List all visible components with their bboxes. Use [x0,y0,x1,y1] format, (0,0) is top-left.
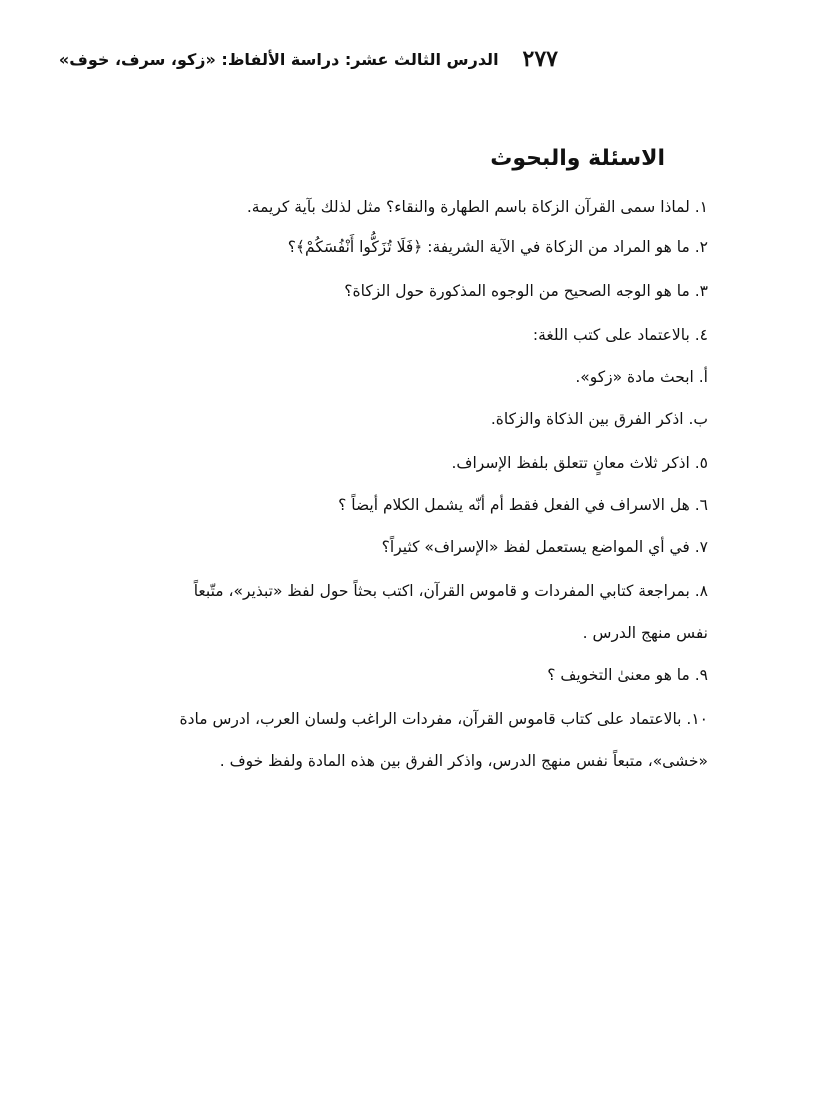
question-8-continued: نفس منهج الدرس . [582,624,708,642]
chapter-title: الدرس الثالث عشر: دراسة الألفاظ: «زكو، سرف، خوف» [58,49,499,69]
section-heading: الاسئلة والبحوث [490,146,665,171]
question-2: ٢. ما هو المراد من الزكاة في الآية الشريفة: ﴿فَلَا تُزَكُّوا أَنْفُسَكُمْ﴾؟ [287,238,708,256]
question-4: ٤. بالاعتماد على كتب اللغة: [532,326,708,344]
question-7: ٧. في أي المواضع يستعمل لفظ «الإسراف» كثيراً؟ [381,538,708,556]
question-4a: أ. ابحث مادة «زكو». [575,368,708,386]
question-1: ١. لماذا سمى القرآن الزكاة باسم الطهارة والنقاء؟ مثل لذلك بآية كريمة. [246,198,708,216]
question-9: ٩. ما هو معنىٰ التخويف ؟ [547,666,708,684]
page-number: ٢٧٧ [522,46,558,72]
running-header [58,46,558,72]
question-3: ٣. ما هو الوجه الصحيح من الوجوه المذكورة حول الزكاة؟ [344,282,708,300]
question-4b: ب. اذكر الفرق بين الذكاة والزكاة. [490,410,708,428]
question-6: ٦. هل الاسراف في الفعل فقط أم أنّه يشمل الكلام أيضاً ؟ [338,496,708,514]
question-5: ٥. اذكر ثلاث معانٍ تتعلق بلفظ الإسراف. [451,454,708,472]
question-8: ٨. بمراجعة كتابي المفردات و قاموس القرآن، اكتب بحثاً حول لفظ «تبذير»، متّبعاً [193,582,708,600]
question-10-continued: «خشى»، متبعاً نفس منهج الدرس، واذكر الفرق بين هذه المادة ولفظ خوف . [219,752,708,770]
question-10: ١٠. بالاعتماد على كتاب قاموس القرآن، مفردات الراغب ولسان العرب، ادرس مادة [179,710,708,728]
